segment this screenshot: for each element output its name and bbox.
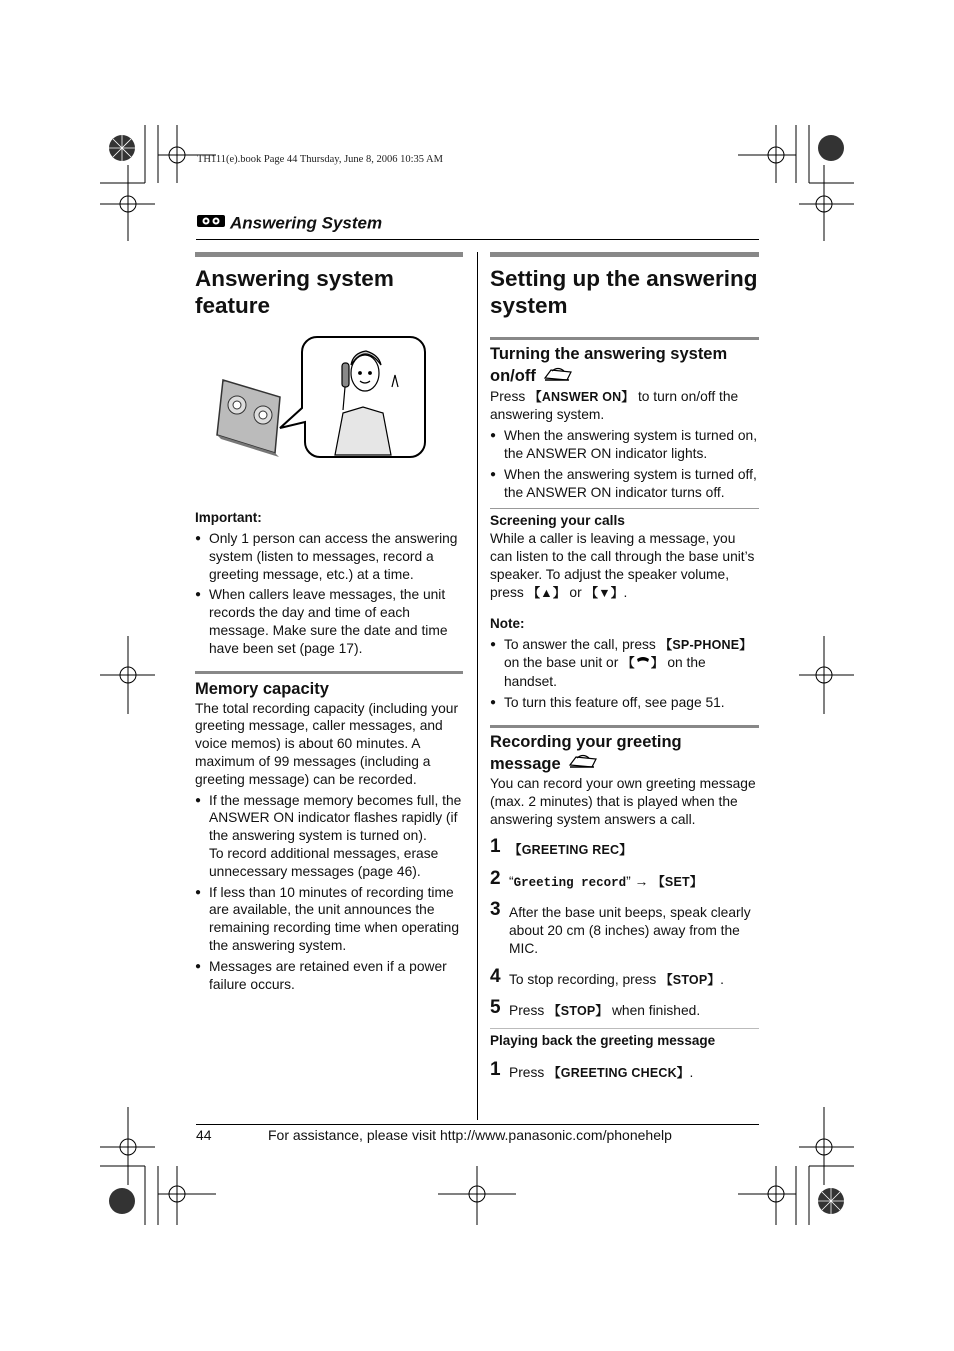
important-bullet-1: ● Only 1 person can access the answering system (listen to messages, record a greeting message, etc.) at a time. (195, 531, 458, 582)
talk-button-icon (635, 655, 651, 670)
section-header-title: Answering System (230, 213, 383, 233)
section-header (196, 213, 759, 240)
playback-heading: Playing back the greeting message (490, 1033, 716, 1049)
onoff-heading: Turning the answering system on/off (490, 343, 759, 388)
onoff-bullet-1: ● When the answering system is turned on, the ANSWER ON indicator lights. (490, 428, 758, 462)
title-bar (490, 252, 759, 257)
greeting-text: You can record your own greeting message (max. 2 minutes) that is played when the answering system answers a call. (490, 776, 756, 828)
memory-bar (195, 671, 463, 674)
title-bar (195, 252, 463, 257)
left-column (195, 252, 463, 993)
footer-assist-text: For assistance, please visit http://www.panasonic.com/phonehelp (268, 1127, 672, 1143)
step-1: 1 【GREETING REC】 (490, 835, 632, 857)
note-bullet-1: ● To answer the call, press 【SP-PHONE】 on the base unit or 【 】 on the handset. (490, 636, 752, 690)
playback-rule (490, 1028, 759, 1029)
memory-heading: Memory capacity (195, 679, 329, 698)
left-title (195, 265, 463, 319)
left-title-line2: feature (195, 293, 271, 318)
screening-heading: Screening your calls (490, 513, 625, 529)
answering-system-icon (196, 213, 226, 234)
right-column (490, 252, 759, 1083)
onoff-bar (490, 337, 759, 340)
illustration (195, 335, 463, 500)
note-label: Note: (490, 615, 525, 631)
greeting-heading: Recording your greeting message (490, 731, 759, 776)
greeting-bar (490, 725, 759, 728)
memory-bullet-3: ● Messages are retained even if a power failure occurs. (195, 958, 447, 992)
memory-bullet-1: ● If the message memory becomes full, the ANSWER ON indicator flashes rapidly (if the answering system is turned on). To record additional messages, erase unnecessary messages (page 46). (195, 792, 462, 879)
left-title-line1: Answering system (195, 266, 394, 291)
onoff-text: Press 【ANSWER ON】 to turn on/off the answering system. (490, 388, 739, 423)
step-5: 5 Press 【STOP】 when finished. (490, 996, 701, 1018)
screening-rule (490, 508, 759, 509)
playback-step-1: 1 Press 【GREETING CHECK】. (490, 1059, 694, 1081)
right-title (490, 265, 759, 319)
page-number: 44 (196, 1127, 212, 1143)
step-2: 2 “Greeting record” → 【SET】 (490, 867, 703, 890)
important-label: Important: (195, 510, 262, 525)
footer-rule (196, 1124, 759, 1125)
memory-text: The total recording capacity (including your greeting message, caller messages, and voice memos) is about 60 minutes. A maximum of 99 messages (including a greeting message) can be recorded. (195, 700, 459, 787)
base-unit-icon (567, 753, 599, 775)
important-bullet-2: ● When callers leave messages, the unit records the day and time of each message. Make sure the date and time have been set (page 17). (195, 587, 448, 656)
step-4: 4 To stop recording, press 【STOP】. (490, 965, 724, 987)
memory-bullet-2: ● If less than 10 minutes of recording time are available, the unit announces the remaining recording time when operating the answering system. (195, 884, 460, 953)
onoff-bullet-2: ● When the answering system is turned off, the ANSWER ON indicator turns off. (490, 466, 757, 500)
note-bullet-2: ● To turn this feature off, see page 51. (490, 695, 725, 710)
column-divider (477, 252, 478, 1120)
step-3: 3 After the base unit beeps, speak clearly about 20 cm (8 inches) away from the MIC. (490, 899, 751, 957)
cassette-icon (217, 380, 280, 457)
print-info-line: TH111(e).book Page 44 Thursday, June 8, 2006 10:35 AM (197, 154, 443, 165)
right-title-line1: Setting up the answering (490, 266, 758, 291)
screening-text: While a caller is leaving a message, you can listen to the call through the base unit’s speaker. To adjust the speaker volume, press 【▲】 or 【▼】. (490, 531, 755, 600)
base-unit-icon (542, 366, 574, 388)
right-title-line2: system (490, 293, 568, 318)
